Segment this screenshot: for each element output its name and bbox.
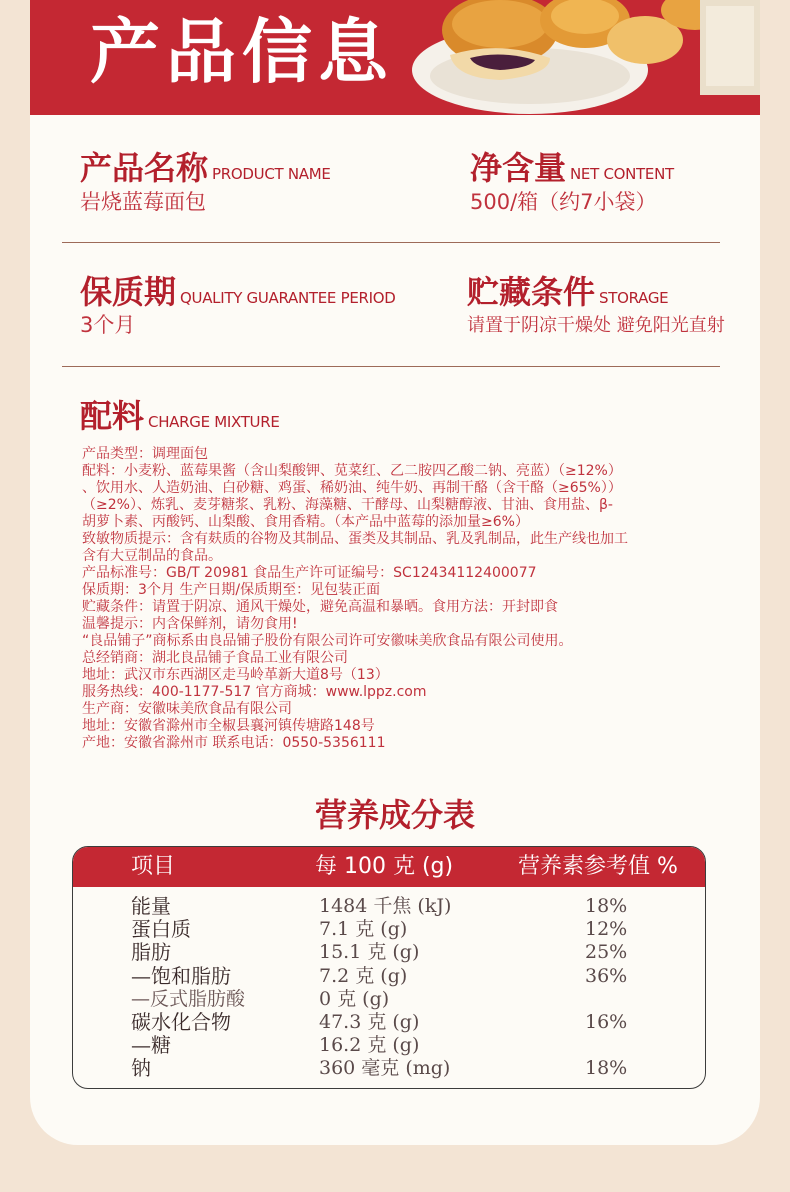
net-content-title: 净含量 xyxy=(470,149,567,187)
product-name-value: 岩烧蓝莓面包 xyxy=(80,190,206,214)
table-row xyxy=(73,918,705,941)
ingredients-line: 、饮用水、人造奶油、白砂糖、鸡蛋、稀奶油、纯牛奶、再制干酪（含干酪（≥65%）） xyxy=(82,480,622,496)
nutrient-nrv: 12% xyxy=(585,918,628,941)
ingredients-title: 配料 xyxy=(80,397,145,435)
banner-title: 产品信息 xyxy=(90,11,394,93)
table-row xyxy=(73,1057,705,1080)
table-row xyxy=(73,941,705,964)
nutrient-amount: 1484 千焦 (kJ) xyxy=(319,895,452,917)
ingredients-line: 贮藏条件：请置于阴凉、通风干燥处，避免高温和暴晒。食用方法：开封即食 xyxy=(82,599,558,615)
product-name-en: PRODUCT NAME xyxy=(212,165,331,183)
product-name-title: 产品名称 xyxy=(80,149,209,187)
nutrient-nrv: 18% xyxy=(585,895,628,917)
bread-product-image xyxy=(410,0,760,115)
nutrient-amount: 16.2 克 (g) xyxy=(319,1034,420,1057)
nutrient-amount: 360 毫克 (mg) xyxy=(319,1057,451,1080)
ingredients-line: 服务热线：400-1177-517 官方商城：www.lppz.com xyxy=(82,684,427,700)
ingredients-line: 配料：小麦粉、蓝莓果酱（含山梨酸钾、苋菜红、乙二胺四乙酸二钠、亮蓝）（≥12%） xyxy=(82,463,622,479)
ingredients-text xyxy=(82,446,742,752)
ingredients-line: 保质期：3个月 生产日期/保质期至：见包装正面 xyxy=(82,582,381,598)
nutrient-name: 碳水化合物 xyxy=(131,1009,231,1034)
header-item: 项目 xyxy=(131,854,176,879)
divider xyxy=(62,366,720,367)
table-row xyxy=(73,988,705,1011)
ingredients-line: 产品标准号：GB/T 20981 食品生产许可证编号：SC12434112400077 xyxy=(82,565,537,581)
shelf-life-en: QUALITY GUARANTEE PERIOD xyxy=(180,289,396,307)
nutrient-name: —糖 xyxy=(131,1033,171,1058)
divider xyxy=(62,242,720,243)
storage-title: 贮藏条件 xyxy=(467,273,596,311)
nutrient-amount: 7.2 克 (g) xyxy=(319,964,408,987)
product-info-card xyxy=(30,0,760,1145)
header-banner xyxy=(30,0,760,115)
nutrient-amount: 47.3 克 (g) xyxy=(319,1010,420,1033)
ingredients-line: 总经销商：湖北良品铺子食品工业有限公司 xyxy=(82,650,348,666)
ingredients-line: 地址：安徽省滁州市全椒县襄河镇传塘路148号 xyxy=(82,718,375,734)
nutrient-name: —反式脂肪酸 xyxy=(131,987,246,1010)
ingredients-line: 产地：安徽省滁州市 联系电话：0550-5356111 xyxy=(82,735,386,751)
ingredients-line: “良品铺子”商标系由良品铺子股份有限公司许可安徽味美欣食品有限公司使用。 xyxy=(82,633,573,649)
ingredients-line: 胡萝卜素、丙酸钙、山梨酸、食用香精。（本产品中蓝莓的添加量≥6%） xyxy=(82,514,529,530)
nutrient-amount: 15.1 克 (g) xyxy=(319,941,420,964)
table-row xyxy=(73,1011,705,1034)
nutrient-name: —饱和脂肪 xyxy=(131,963,231,988)
net-content-value: 500/箱（约7小袋） xyxy=(470,190,657,214)
net-content-en: NET CONTENT xyxy=(570,165,674,183)
storage-value: 请置于阴凉干燥处 避免阳光直射 xyxy=(467,315,725,336)
nutrition-title: 营养成分表 xyxy=(314,796,475,834)
nutrition-table-header xyxy=(73,847,705,887)
nutrient-name: 能量 xyxy=(131,894,171,918)
ingredients-line: 温馨提示：内含保鲜剂，请勿食用! xyxy=(82,616,298,632)
table-row xyxy=(73,965,705,988)
ingredients-line: （≥2%）、炼乳、麦芽糖浆、乳粉、海藻糖、干酵母、山梨糖醇液、甘油、食用盐、β- xyxy=(82,497,613,513)
nutrient-name: 钠 xyxy=(131,1056,151,1081)
nutrient-nrv: 36% xyxy=(585,964,628,987)
nutrient-name: 蛋白质 xyxy=(131,917,191,942)
nutrient-nrv: 18% xyxy=(585,1057,628,1080)
header-per-100g: 每 100 克 (g) xyxy=(315,854,454,879)
ingredients-en: CHARGE MIXTURE xyxy=(148,413,280,431)
ingredients-heading xyxy=(80,396,280,442)
header-nrv: 营养素参考值 % xyxy=(518,854,678,879)
shelf-life-value: 3个月 xyxy=(80,313,136,337)
ingredients-line: 产品类型：调理面包 xyxy=(82,446,208,462)
nutrient-amount: 0 克 (g) xyxy=(319,987,390,1010)
table-row xyxy=(73,1034,705,1057)
ingredients-line: 地址：武汉市东西湖区走马岭革新大道8号（13） xyxy=(82,667,389,683)
nutrient-amount: 7.1 克 (g) xyxy=(319,918,408,941)
shelf-life-title: 保质期 xyxy=(80,273,177,311)
ingredients-line: 含有大豆制品的食品。 xyxy=(82,548,222,564)
ingredients-line: 致敏物质提示：含有麸质的谷物及其制品、蛋类及其制品、乳及乳制品，此生产线也加工 xyxy=(82,531,628,547)
table-row xyxy=(73,895,705,918)
nutrition-rows xyxy=(73,895,705,1081)
nutrient-nrv: 25% xyxy=(585,941,628,964)
nutrient-nrv: 16% xyxy=(585,1010,628,1033)
nutrition-table xyxy=(72,846,706,1089)
ingredients-line: 生产商：安徽味美欣食品有限公司 xyxy=(82,701,292,717)
storage-en: STORAGE xyxy=(599,289,669,307)
nutrient-name: 脂肪 xyxy=(131,940,171,965)
